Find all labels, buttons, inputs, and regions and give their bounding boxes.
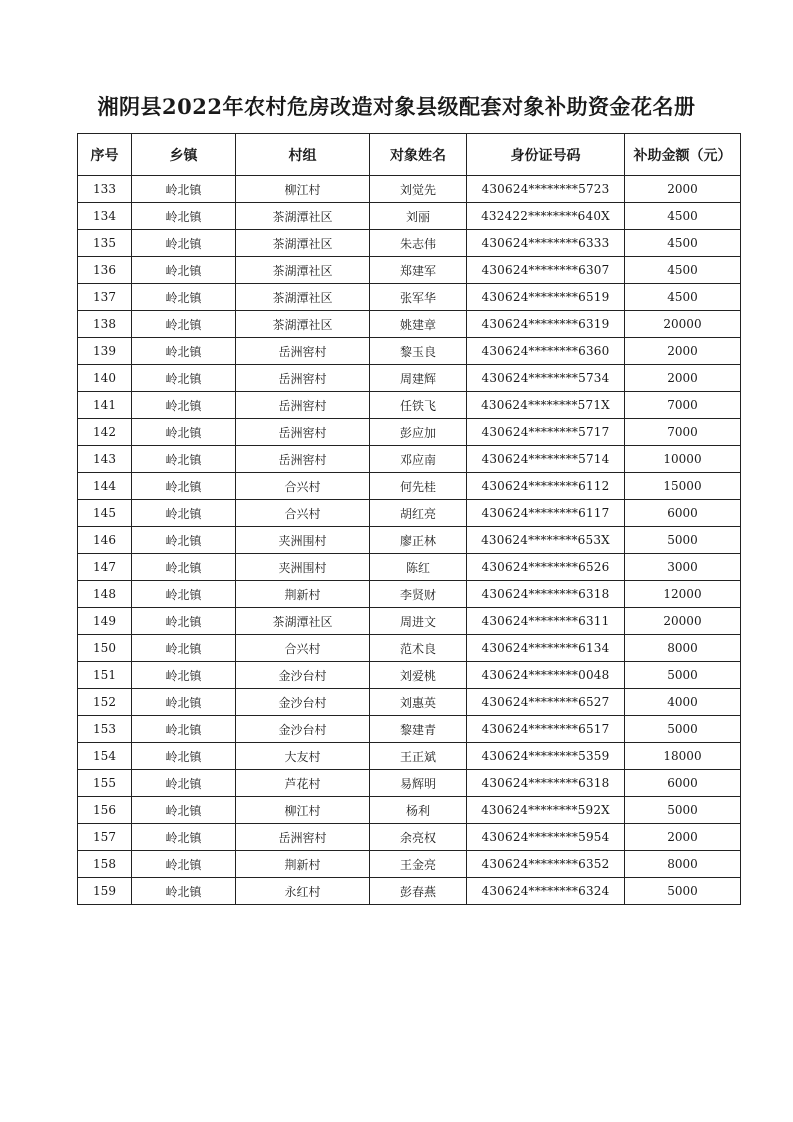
cell-village: 岳洲窖村 [236, 824, 370, 851]
cell-name: 廖正林 [370, 527, 467, 554]
table-row [78, 365, 741, 392]
cell-amount: 3000 [625, 554, 741, 581]
table-row [78, 689, 741, 716]
cell-serial: 138 [78, 311, 132, 338]
table-row [78, 257, 741, 284]
cell-amount: 5000 [625, 716, 741, 743]
cell-serial: 159 [78, 878, 132, 905]
cell-township: 岭北镇 [132, 527, 236, 554]
cell-village: 夹洲围村 [236, 554, 370, 581]
cell-serial: 147 [78, 554, 132, 581]
cell-township: 岭北镇 [132, 500, 236, 527]
table-body [78, 176, 741, 905]
table-row [78, 878, 741, 905]
header-township: 乡镇 [132, 134, 236, 176]
header-row [78, 134, 741, 176]
cell-name: 张军华 [370, 284, 467, 311]
cell-serial: 133 [78, 176, 132, 203]
cell-amount: 4500 [625, 284, 741, 311]
cell-serial: 144 [78, 473, 132, 500]
cell-name: 黎建青 [370, 716, 467, 743]
cell-serial: 143 [78, 446, 132, 473]
cell-name: 余亮权 [370, 824, 467, 851]
cell-township: 岭北镇 [132, 230, 236, 257]
cell-village: 岳洲窖村 [236, 338, 370, 365]
cell-id-number: 430624********6318 [467, 581, 625, 608]
cell-township: 岭北镇 [132, 176, 236, 203]
cell-serial: 137 [78, 284, 132, 311]
cell-amount: 5000 [625, 797, 741, 824]
header-serial: 序号 [78, 134, 132, 176]
cell-name: 胡红亮 [370, 500, 467, 527]
cell-amount: 15000 [625, 473, 741, 500]
cell-amount: 5000 [625, 527, 741, 554]
table-row [78, 176, 741, 203]
cell-id-number: 430624********5723 [467, 176, 625, 203]
cell-township: 岭北镇 [132, 473, 236, 500]
cell-name: 任铁飞 [370, 392, 467, 419]
cell-amount: 12000 [625, 581, 741, 608]
cell-township: 岭北镇 [132, 284, 236, 311]
header-amount: 补助金额（元） [625, 134, 741, 176]
cell-township: 岭北镇 [132, 392, 236, 419]
cell-village: 岳洲窖村 [236, 446, 370, 473]
cell-village: 合兴村 [236, 500, 370, 527]
cell-village: 茶湖潭社区 [236, 608, 370, 635]
table-row [78, 203, 741, 230]
cell-amount: 7000 [625, 392, 741, 419]
cell-serial: 135 [78, 230, 132, 257]
cell-amount: 2000 [625, 824, 741, 851]
cell-township: 岭北镇 [132, 365, 236, 392]
cell-id-number: 430624********653X [467, 527, 625, 554]
cell-serial: 155 [78, 770, 132, 797]
cell-id-number: 430624********6519 [467, 284, 625, 311]
cell-name: 杨利 [370, 797, 467, 824]
cell-township: 岭北镇 [132, 311, 236, 338]
cell-name: 邓应南 [370, 446, 467, 473]
table-row [78, 797, 741, 824]
cell-id-number: 430624********6117 [467, 500, 625, 527]
cell-name: 郑建军 [370, 257, 467, 284]
cell-amount: 4500 [625, 257, 741, 284]
cell-serial: 141 [78, 392, 132, 419]
cell-name: 彭应加 [370, 419, 467, 446]
cell-serial: 136 [78, 257, 132, 284]
table-row [78, 770, 741, 797]
cell-id-number: 430624********6311 [467, 608, 625, 635]
cell-township: 岭北镇 [132, 689, 236, 716]
cell-township: 岭北镇 [132, 257, 236, 284]
cell-id-number: 430624********5734 [467, 365, 625, 392]
cell-name: 何先桂 [370, 473, 467, 500]
cell-id-number: 430624********6307 [467, 257, 625, 284]
cell-amount: 2000 [625, 176, 741, 203]
table-row [78, 392, 741, 419]
cell-village: 柳江村 [236, 797, 370, 824]
cell-name: 彭春燕 [370, 878, 467, 905]
cell-id-number: 430624********571X [467, 392, 625, 419]
table-row [78, 662, 741, 689]
cell-serial: 151 [78, 662, 132, 689]
cell-township: 岭北镇 [132, 878, 236, 905]
cell-amount: 7000 [625, 419, 741, 446]
cell-township: 岭北镇 [132, 797, 236, 824]
cell-township: 岭北镇 [132, 581, 236, 608]
table-row [78, 716, 741, 743]
cell-township: 岭北镇 [132, 338, 236, 365]
table-row [78, 500, 741, 527]
cell-serial: 158 [78, 851, 132, 878]
cell-amount: 10000 [625, 446, 741, 473]
cell-id-number: 430624********6517 [467, 716, 625, 743]
cell-village: 荆新村 [236, 581, 370, 608]
cell-village: 合兴村 [236, 635, 370, 662]
cell-amount: 2000 [625, 365, 741, 392]
cell-amount: 20000 [625, 311, 741, 338]
cell-id-number: 430624********5359 [467, 743, 625, 770]
table-row [78, 608, 741, 635]
cell-serial: 148 [78, 581, 132, 608]
cell-village: 茶湖潭社区 [236, 257, 370, 284]
cell-serial: 140 [78, 365, 132, 392]
cell-serial: 134 [78, 203, 132, 230]
cell-id-number: 430624********6324 [467, 878, 625, 905]
cell-serial: 153 [78, 716, 132, 743]
cell-name: 王正斌 [370, 743, 467, 770]
cell-village: 芦花村 [236, 770, 370, 797]
cell-amount: 5000 [625, 662, 741, 689]
cell-amount: 20000 [625, 608, 741, 635]
cell-name: 周建辉 [370, 365, 467, 392]
cell-name: 黎玉良 [370, 338, 467, 365]
cell-id-number: 430624********5714 [467, 446, 625, 473]
cell-name: 周进文 [370, 608, 467, 635]
cell-amount: 18000 [625, 743, 741, 770]
table-row [78, 419, 741, 446]
header-id-number: 身份证号码 [467, 134, 625, 176]
cell-serial: 156 [78, 797, 132, 824]
cell-amount: 4500 [625, 230, 741, 257]
cell-name: 李贤财 [370, 581, 467, 608]
table-header [78, 134, 741, 176]
cell-serial: 157 [78, 824, 132, 851]
cell-serial: 152 [78, 689, 132, 716]
cell-township: 岭北镇 [132, 635, 236, 662]
table-row [78, 851, 741, 878]
cell-village: 金沙台村 [236, 689, 370, 716]
table-row [78, 284, 741, 311]
cell-township: 岭北镇 [132, 716, 236, 743]
cell-village: 岳洲窖村 [236, 365, 370, 392]
cell-id-number: 430624********5954 [467, 824, 625, 851]
cell-id-number: 430624********6352 [467, 851, 625, 878]
cell-id-number: 430624********6319 [467, 311, 625, 338]
cell-name: 刘觉先 [370, 176, 467, 203]
table-row [78, 581, 741, 608]
cell-name: 范术良 [370, 635, 467, 662]
cell-name: 朱志伟 [370, 230, 467, 257]
cell-name: 陈红 [370, 554, 467, 581]
cell-id-number: 432422********640X [467, 203, 625, 230]
cell-village: 岳洲窖村 [236, 419, 370, 446]
cell-village: 金沙台村 [236, 716, 370, 743]
cell-amount: 5000 [625, 878, 741, 905]
cell-id-number: 430624********6360 [467, 338, 625, 365]
cell-village: 茶湖潭社区 [236, 230, 370, 257]
table-row [78, 230, 741, 257]
page-title: 湘阴县2022年农村危房改造对象县级配套对象补助资金花名册 [97, 94, 696, 119]
cell-village: 柳江村 [236, 176, 370, 203]
cell-name: 刘丽 [370, 203, 467, 230]
cell-serial: 154 [78, 743, 132, 770]
table-row [78, 554, 741, 581]
cell-township: 岭北镇 [132, 554, 236, 581]
cell-id-number: 430624********6134 [467, 635, 625, 662]
cell-id-number: 430624********6318 [467, 770, 625, 797]
cell-amount: 4500 [625, 203, 741, 230]
cell-village: 茶湖潭社区 [236, 311, 370, 338]
cell-township: 岭北镇 [132, 824, 236, 851]
cell-name: 易辉明 [370, 770, 467, 797]
cell-name: 姚建章 [370, 311, 467, 338]
cell-id-number: 430624********6333 [467, 230, 625, 257]
cell-serial: 142 [78, 419, 132, 446]
cell-amount: 6000 [625, 500, 741, 527]
header-name: 对象姓名 [370, 134, 467, 176]
cell-village: 永红村 [236, 878, 370, 905]
cell-name: 刘惠英 [370, 689, 467, 716]
cell-amount: 8000 [625, 851, 741, 878]
cell-village: 茶湖潭社区 [236, 203, 370, 230]
table-row [78, 338, 741, 365]
cell-id-number: 430624********5717 [467, 419, 625, 446]
cell-village: 金沙台村 [236, 662, 370, 689]
table-row [78, 473, 741, 500]
cell-name: 王金亮 [370, 851, 467, 878]
cell-amount: 6000 [625, 770, 741, 797]
cell-township: 岭北镇 [132, 203, 236, 230]
cell-township: 岭北镇 [132, 608, 236, 635]
cell-township: 岭北镇 [132, 662, 236, 689]
subsidy-roster-table [77, 133, 741, 905]
table-row [78, 635, 741, 662]
cell-village: 夹洲围村 [236, 527, 370, 554]
cell-village: 岳洲窖村 [236, 392, 370, 419]
table-row [78, 824, 741, 851]
cell-id-number: 430624********592X [467, 797, 625, 824]
table-row [78, 527, 741, 554]
table-row [78, 311, 741, 338]
table-row [78, 743, 741, 770]
cell-serial: 146 [78, 527, 132, 554]
cell-township: 岭北镇 [132, 851, 236, 878]
cell-amount: 2000 [625, 338, 741, 365]
header-village: 村组 [236, 134, 370, 176]
cell-serial: 139 [78, 338, 132, 365]
cell-village: 荆新村 [236, 851, 370, 878]
cell-serial: 150 [78, 635, 132, 662]
cell-village: 合兴村 [236, 473, 370, 500]
cell-id-number: 430624********6112 [467, 473, 625, 500]
cell-township: 岭北镇 [132, 419, 236, 446]
cell-id-number: 430624********0048 [467, 662, 625, 689]
table-row [78, 446, 741, 473]
cell-amount: 4000 [625, 689, 741, 716]
cell-name: 刘爱桃 [370, 662, 467, 689]
cell-township: 岭北镇 [132, 446, 236, 473]
cell-township: 岭北镇 [132, 743, 236, 770]
cell-serial: 149 [78, 608, 132, 635]
cell-amount: 8000 [625, 635, 741, 662]
cell-serial: 145 [78, 500, 132, 527]
cell-village: 茶湖潭社区 [236, 284, 370, 311]
cell-id-number: 430624********6527 [467, 689, 625, 716]
cell-township: 岭北镇 [132, 770, 236, 797]
cell-id-number: 430624********6526 [467, 554, 625, 581]
cell-village: 大友村 [236, 743, 370, 770]
